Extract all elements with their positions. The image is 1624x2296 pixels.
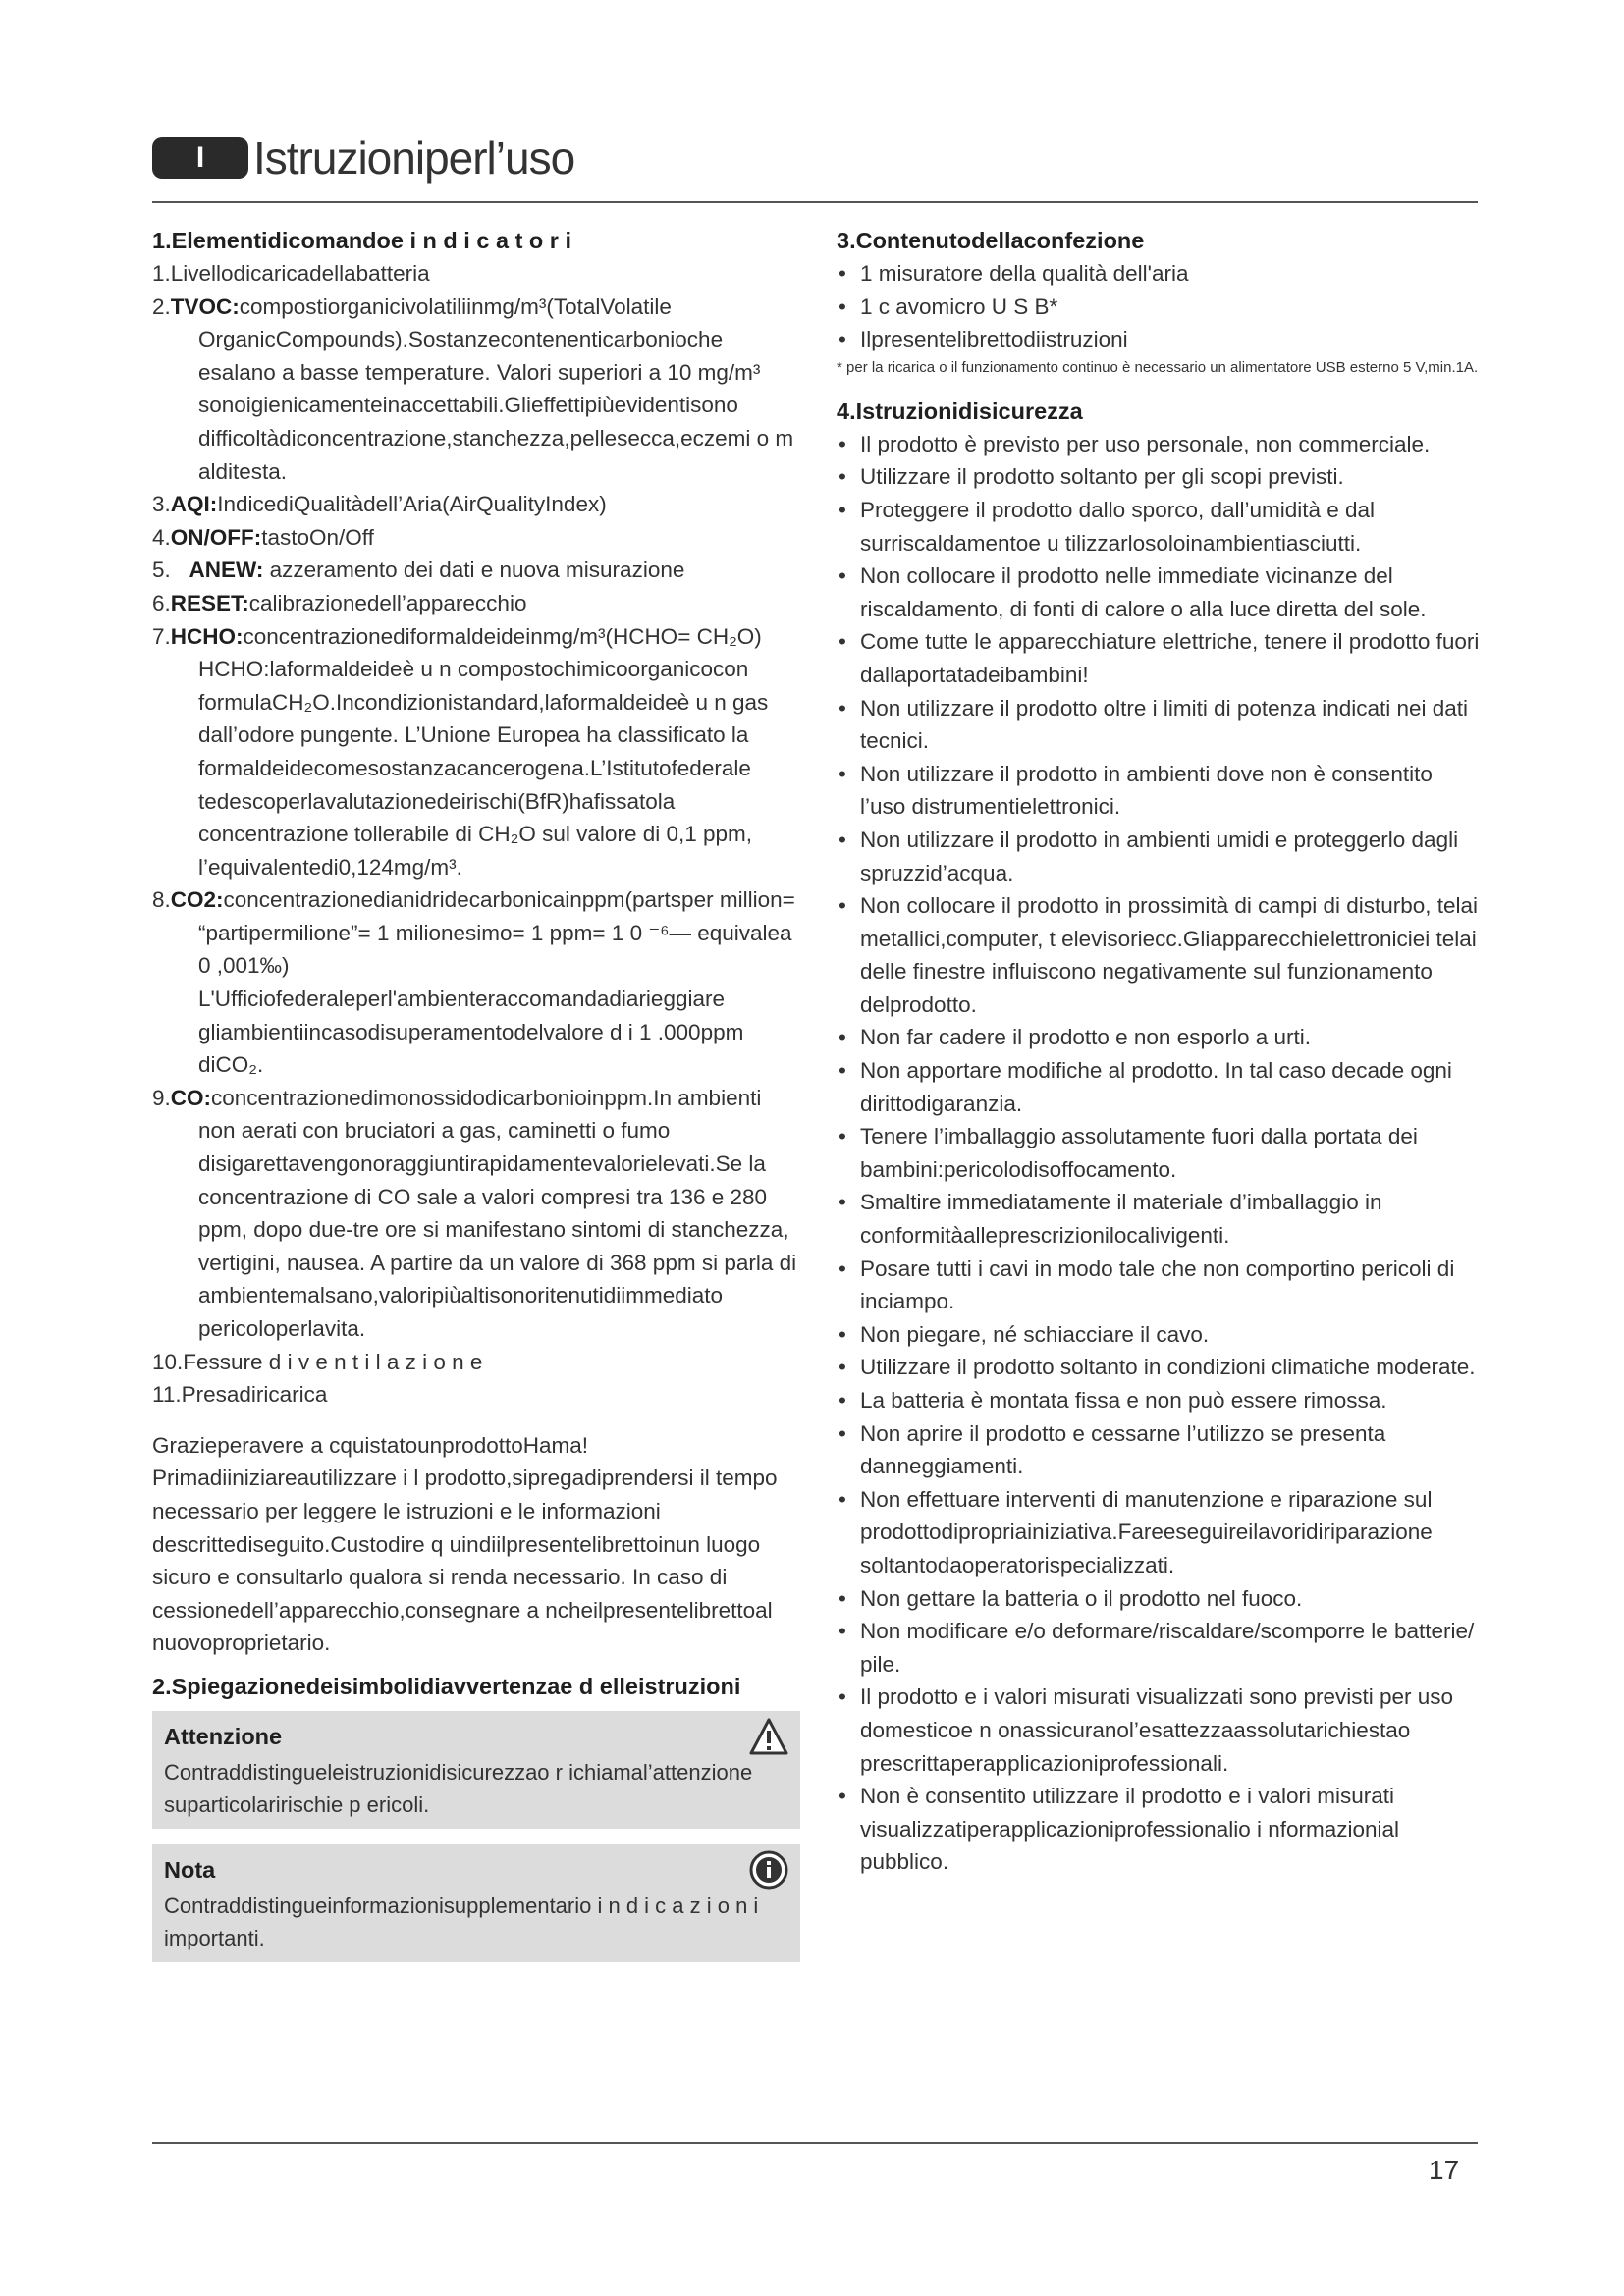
control-item-number: 4. bbox=[152, 524, 171, 550]
right-column bbox=[837, 224, 1480, 1879]
safety-item: • Come tutte le apparecchiature elettriche, tenere il prodotto fuori dallaportatadeibambini! bbox=[837, 625, 1480, 691]
control-item-label: AQI: bbox=[170, 492, 218, 517]
control-item-number: 3. bbox=[152, 492, 171, 517]
control-item-text: HCHO:laformaldeideè u n compostochimicoorganicocon formulaCH₂O.Incondizionistandard,laformaldeideè u n gas dall’odore pungente. L’Unione Europea ha classificato la formaldeidecomesostanzacancerogena.L’Istitutofederale tedescoperlavalutazionedeirischi(BfR)hafissatola concentrazione tollerabile di CH₂O sul valore di 0,1 ppm, l’equivalentedi0,124mg/m³. bbox=[198, 657, 769, 880]
left-column bbox=[152, 224, 800, 1962]
control-item bbox=[152, 917, 800, 983]
control-item-text: azzeramento dei dati e nuova misurazione bbox=[263, 558, 685, 583]
safety-item: • Non è consentito utilizzare il prodotto e i valori misurati visualizzatiperapplicazioniprofessionalio i nformazionial pubblico. bbox=[837, 1780, 1480, 1879]
control-item bbox=[152, 554, 800, 587]
control-item-text: compostiorganicivolatiliinmg/m³(TotalVolatile OrganicCompounds).Sostanzecontenenticarbonioche esalano a basse temperature. Valori superiori a 10 mg/m³ sonoigienicamenteinaccettabili.Glieffettipiùevidentisono difficoltàdiconcentrazione,stanchezza,pellesecca,eczemi o m alditesta. bbox=[198, 294, 794, 484]
package-content-item: • 1 c avomicro U S B* bbox=[837, 291, 1480, 324]
package-content-item: • 1 misuratore della qualità dell'aria bbox=[837, 257, 1480, 291]
page-title: Istruzioniperl’uso bbox=[253, 133, 575, 184]
control-item bbox=[152, 1346, 800, 1379]
safety-item: • Non effettuare interventi di manutenzione e riparazione sul prodottodipropriainiziativa.Fareeseguireilavoridiriparazione soltantodaoperatorispecializzati. bbox=[837, 1483, 1480, 1582]
control-item-number: 6. bbox=[152, 590, 171, 615]
control-item-number: 2. bbox=[152, 294, 171, 319]
safety-list bbox=[837, 428, 1480, 1879]
info-circle-icon bbox=[749, 1850, 788, 1890]
safety-item: • Posare tutti i cavi in modo tale che non comportino pericoli di inciampo. bbox=[837, 1253, 1480, 1318]
control-item bbox=[152, 488, 800, 521]
warning-box bbox=[152, 1711, 800, 1829]
safety-item: • Non apportare modifiche al prodotto. In tal caso decade ogni dirittodigaranzia. bbox=[837, 1054, 1480, 1120]
safety-item: • Proteggere il prodotto dallo sporco, dall’umidità e dal surriscaldamentoe u tilizzarlosoloinambientiasciutti. bbox=[837, 494, 1480, 560]
safety-item: • Non utilizzare il prodotto in ambienti umidi e proteggerlo dagli spruzzid’acqua. bbox=[837, 824, 1480, 889]
safety-item: • Non modificare e/o deformare/riscaldare/scomporre le batterie/ pile. bbox=[837, 1615, 1480, 1681]
control-item bbox=[152, 983, 800, 1082]
section4-title: 4.Istruzionidisicurezza bbox=[837, 398, 1083, 424]
safety-item: • Non collocare il prodotto nelle immediate vicinanze del riscaldamento, di fonti di calore o alla luce diretta del sole. bbox=[837, 560, 1480, 625]
control-item bbox=[152, 257, 800, 291]
control-item-label: RESET: bbox=[170, 590, 249, 615]
intro-paragraph: Grazieperavere a cquistatounprodottoHama! Primadiiniziareautilizzare i l prodotto,sipregadiprendersi il tempo necessario per leggere le istruzioni e le informazioni descrittediseguito.Custodire q uindiilpresentelibrettoinun luogo sicuro e consultarlo qualora si renda necessario. In caso di cessionedell’apparecchio,consegnare a ncheilpresentelibrettoal nuovoproprietario. bbox=[152, 1432, 778, 1656]
safety-item: • Non gettare la batteria o il prodotto nel fuoco. bbox=[837, 1582, 1480, 1616]
page-header bbox=[152, 128, 1478, 202]
package-contents-list bbox=[837, 257, 1480, 356]
safety-item: • Il prodotto e i valori misurati visualizzati sono previsti per uso domesticoe n onassicuranol’esattezzaassolutarichiestao prescrittaperapplicazioniprofessionali. bbox=[837, 1681, 1480, 1780]
note-box-text: Contraddistingueinformazionisupplementario i n d i c a z i o n i importanti. bbox=[164, 1893, 759, 1950]
warning-box-title: Attenzione bbox=[164, 1723, 283, 1749]
control-item-text: tastoOn/Off bbox=[261, 524, 374, 550]
page-number: 17 bbox=[1429, 2155, 1460, 2185]
control-item bbox=[152, 620, 800, 654]
control-item-label: ON/OFF: bbox=[170, 524, 262, 550]
controls-list bbox=[152, 257, 800, 1412]
warning-triangle-icon bbox=[749, 1717, 788, 1756]
control-item-text: calibrazionedell’apparecchio bbox=[248, 590, 527, 615]
note-box-title: Nota bbox=[164, 1856, 216, 1883]
section1-title: 1.Elementidicomandoe i n d i c a t o r i bbox=[152, 228, 572, 253]
control-item bbox=[152, 291, 800, 489]
safety-item: • Non aprire il prodotto e cessarne l’utilizzo se presenta danneggiamenti. bbox=[837, 1417, 1480, 1483]
control-item bbox=[152, 883, 800, 917]
control-item-text: 1.Livellodicaricadellabatteria bbox=[152, 261, 430, 286]
note-box bbox=[152, 1844, 800, 1962]
control-item-text: concentrazionedianidridecarbonicainppm(partsper million= bbox=[223, 887, 795, 913]
safety-item: • Non collocare il prodotto in prossimità di campi di disturbo, telai metallici,computer, t elevisoriecc.Gliapparecchielettroniciei telai delle finestre influiscono negativamente sul funzionamento delprodotto. bbox=[837, 889, 1480, 1021]
control-item-label: CO: bbox=[170, 1085, 212, 1110]
control-item-text: IndicediQualitàdell’Aria(AirQualityIndex) bbox=[217, 492, 607, 517]
control-item bbox=[152, 521, 800, 555]
control-item-number: 5. bbox=[152, 558, 189, 583]
control-item bbox=[152, 587, 800, 620]
safety-item: • Smaltire immediatamente il materiale d’imballaggio in conformitàalleprescrizionilocalivigenti. bbox=[837, 1186, 1480, 1252]
warning-box-text: Contraddistingueleistruzionidisicurezzao r ichiamal’attenzione suparticolaririschie p ericoli. bbox=[164, 1759, 753, 1817]
safety-item: • Non piegare, né schiacciare il cavo. bbox=[837, 1318, 1480, 1352]
language-badge: I bbox=[152, 137, 248, 179]
safety-item: • Tenere l’imballaggio assolutamente fuori dalla portata dei bambini:pericolodisoffocamento. bbox=[837, 1120, 1480, 1186]
control-item bbox=[152, 1378, 800, 1412]
safety-item: • La batteria è montata fissa e non può essere rimossa. bbox=[837, 1384, 1480, 1417]
package-content-item: • Ilpresentelibrettodiistruzioni bbox=[837, 323, 1480, 356]
safety-item: • Non utilizzare il prodotto oltre i limiti di potenza indicati nei dati tecnici. bbox=[837, 692, 1480, 758]
control-item-text: 10.Fessure d i v e n t i l a z i o n e bbox=[152, 1349, 483, 1374]
control-item-text: concentrazionediformaldeideinmg/m³(HCHO= CH₂O) bbox=[243, 623, 762, 649]
section2-title: 2.Spiegazionedeisimbolidiavvertenzae d elleistruzioni bbox=[152, 1673, 741, 1699]
control-item-label: HCHO: bbox=[170, 623, 244, 649]
safety-item: • Utilizzare il prodotto soltanto in condizioni climatiche moderate. bbox=[837, 1351, 1480, 1384]
control-item-number: 8. bbox=[152, 887, 171, 913]
section3-title: 3.Contenutodellaconfezione bbox=[837, 228, 1145, 253]
footer-divider bbox=[152, 2142, 1478, 2144]
control-item-text: “partipermilione”= 1 milionesimo= 1 ppm= 1 0 ⁻⁶— equivalea 0 ,001‰) bbox=[198, 920, 792, 979]
control-item-text: 11.Presadiricarica bbox=[152, 1382, 328, 1408]
safety-item: • Il prodotto è previsto per uso personale, non commerciale. bbox=[837, 428, 1480, 461]
footnote: * per la ricarica o il funzionamento continuo è necessario un alimentatore USB esterno 5 V,min.1A. bbox=[837, 358, 1479, 376]
control-item-text: concentrazionedimonossidodicarbonioinppm.In ambienti non aerati con bruciatori a gas, caminetti o fumo disigarettavengonoraggiuntirapidamentevalorielevati.Se la concentrazione di CO sale a valori compresi tra 136 e 280 ppm, dopo due-tre ore si manifestano sintomi di stanchezza, vertigini, nausea. A partire da un valore di 368 ppm si parla di ambientemalsano,valoripiùaltisonoritenutidiimmediato pericoloperlavita. bbox=[198, 1085, 797, 1341]
control-item bbox=[152, 653, 800, 883]
safety-item: • Utilizzare il prodotto soltanto per gli scopi previsti. bbox=[837, 460, 1480, 494]
control-item-number: 9. bbox=[152, 1085, 171, 1110]
control-item-label: CO2: bbox=[170, 887, 224, 913]
control-item-label: TVOC: bbox=[170, 294, 240, 319]
safety-item: • Non utilizzare il prodotto in ambienti dove non è consentito l’uso distrumentielettronici. bbox=[837, 758, 1480, 824]
header-divider bbox=[152, 201, 1478, 203]
safety-item: • Non far cadere il prodotto e non esporlo a urti. bbox=[837, 1021, 1480, 1054]
control-item-text: L'Ufficiofederaleperl'ambienteraccomandadiarieggiare gliambientiincasodisuperamentodelvalore d i 1 .000ppm diCO₂. bbox=[198, 987, 744, 1078]
control-item-label: ANEW: bbox=[189, 558, 264, 583]
control-item-number: 7. bbox=[152, 623, 171, 649]
control-item bbox=[152, 1082, 800, 1346]
